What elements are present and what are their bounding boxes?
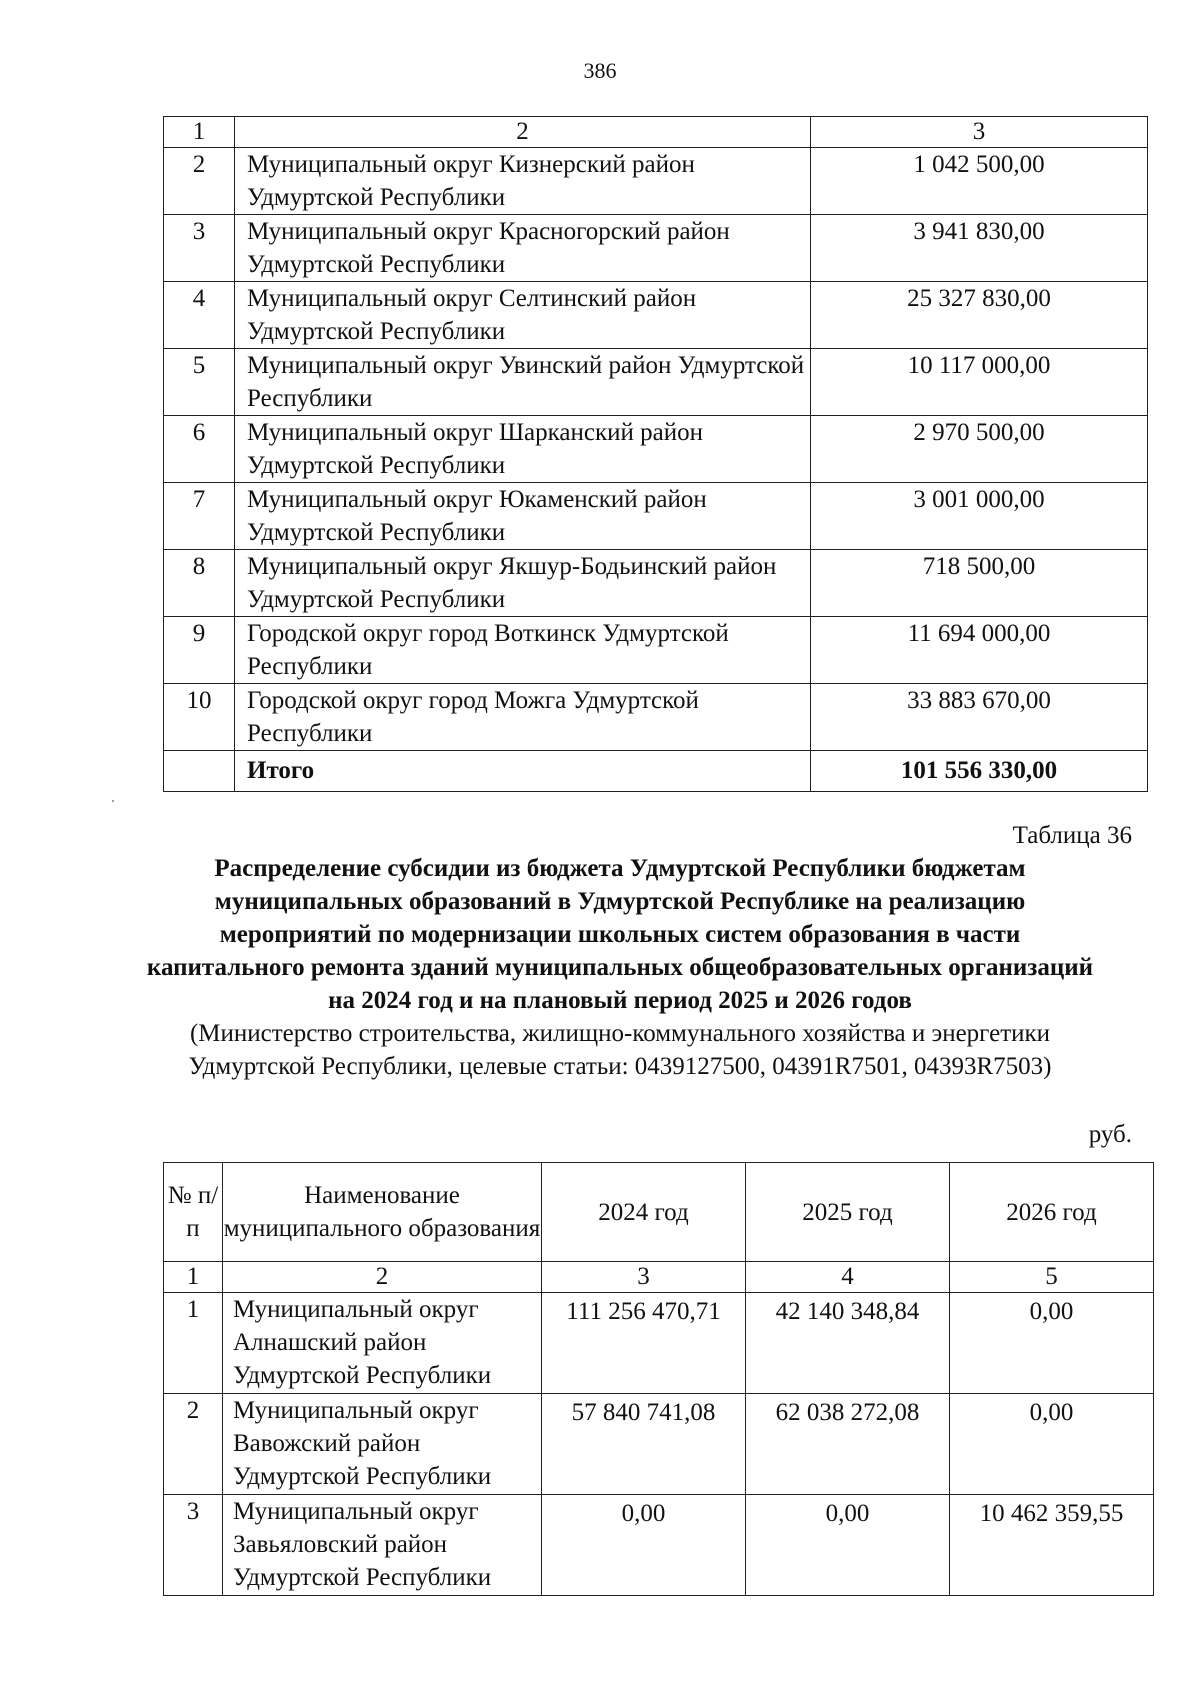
amount: 10 117 000,00 [811,349,1148,416]
municipality-name: Муниципальный округ Завьяловский район Удмуртской Республики [223,1495,542,1596]
municipality-name: Муниципальный округ Увинский район Удмуртской Республики [235,349,811,416]
page-number: 386 [583,58,617,83]
column-number: 1 [164,1262,223,1293]
header-row [164,1163,1154,1262]
amount-2025: 0,00 [746,1495,950,1596]
municipality-name: Муниципальный округ Якшур-Бодьинский район Удмуртской Республики [235,550,811,617]
column-header: 2026 год [950,1163,1154,1262]
amount-2025: 42 140 348,84 [746,1293,950,1394]
column-number: 5 [950,1262,1154,1293]
table-label: Таблица 36 [1012,822,1132,849]
row-number: 4 [164,282,235,349]
table-title-block [140,852,1100,1083]
table-row [164,1495,1154,1596]
column-header: 2024 год [542,1163,746,1262]
municipality-name: Городской округ город Можга Удмуртской Республики [235,684,811,751]
row-number: 10 [164,684,235,751]
column-number: 3 [542,1262,746,1293]
table-row [164,349,1148,416]
row-number: 9 [164,617,235,684]
column-header: Наименование муниципального образования [223,1163,542,1262]
currency-unit: руб. [1088,1121,1132,1148]
amount-2024: 0,00 [542,1495,746,1596]
amount-2026: 10 462 359,55 [950,1495,1154,1596]
table-row [164,617,1148,684]
amount: 3 941 830,00 [811,215,1148,282]
table-row [164,1293,1154,1394]
municipality-name: Муниципальный округ Селтинский район Удмуртской Республики [235,282,811,349]
table-row [164,416,1148,483]
amount: 718 500,00 [811,550,1148,617]
table-row [164,550,1148,617]
table-row [164,684,1148,751]
row-number: 8 [164,550,235,617]
municipality-name: Муниципальный округ Юкаменский район Удмуртской Республики [235,483,811,550]
amount: 3 001 000,00 [811,483,1148,550]
table-row [164,215,1148,282]
amount-2025: 62 038 272,08 [746,1394,950,1495]
table-row [164,282,1148,349]
column-header: № п/п [164,1163,223,1262]
column-header: 2025 год [746,1163,950,1262]
table-row [164,148,1148,215]
row-number: 6 [164,416,235,483]
column-number: 2 [235,117,811,148]
municipality-name: Муниципальный округ Кизнерский район Удмуртской Республики [235,148,811,215]
table-subtitle: (Министерство строительства, жилищно-коммунального хозяйства и энергетики Удмуртской Республики, целевые статьи: 0439127500, 04391R7501, 04393R7503) [188,1020,1052,1080]
column-number-row [164,117,1148,148]
amount: 33 883 670,00 [811,684,1148,751]
row-number: 5 [164,349,235,416]
column-number: 4 [746,1262,950,1293]
row-number: 7 [164,483,235,550]
amount-2024: 111 256 470,71 [542,1293,746,1394]
subsidy-table-continued [163,116,1148,792]
amount-2024: 57 840 741,08 [542,1394,746,1495]
row-number: 2 [164,1394,223,1495]
municipality-name: Муниципальный округ Вавожский район Удмуртской Республики [223,1394,542,1495]
table-row [164,1394,1154,1495]
subsidy-table-36 [163,1162,1154,1596]
column-number: 2 [223,1262,542,1293]
amount: 1 042 500,00 [811,148,1148,215]
column-number: 1 [164,117,235,148]
column-number-row [164,1262,1154,1293]
total-label: Итого [235,751,811,792]
total-amount: 101 556 330,00 [811,751,1148,792]
municipality-name: Муниципальный округ Красногорский район Удмуртской Республики [235,215,811,282]
row-number: 1 [164,1293,223,1394]
municipality-name: Городской округ город Воткинск Удмуртской Республики [235,617,811,684]
table-title: Распределение субсидии из бюджета Удмуртской Республики бюджетам муниципальных образований в Удмуртской Республике на реализацию мероприятий по модернизации школьных систем образования в части капитального ремонта зданий муниципальных общеобразовательных организаций на 2024 год и на плановый период 2025 и 2026 годов [146,855,1094,1014]
column-number: 3 [811,117,1148,148]
municipality-name: Муниципальный округ Шарканский район Удмуртской Республики [235,416,811,483]
amount-2026: 0,00 [950,1394,1154,1495]
row-number: 2 [164,148,235,215]
amount: 2 970 500,00 [811,416,1148,483]
amount: 25 327 830,00 [811,282,1148,349]
amount: 11 694 000,00 [811,617,1148,684]
amount-2026: 0,00 [950,1293,1154,1394]
table-row [164,483,1148,550]
row-number: 3 [164,215,235,282]
row-number: 3 [164,1495,223,1596]
total-row [164,751,1148,792]
scan-speck [112,800,114,802]
municipality-name: Муниципальный округ Алнашский район Удмуртской Республики [223,1293,542,1394]
total-empty-cell [164,751,235,792]
